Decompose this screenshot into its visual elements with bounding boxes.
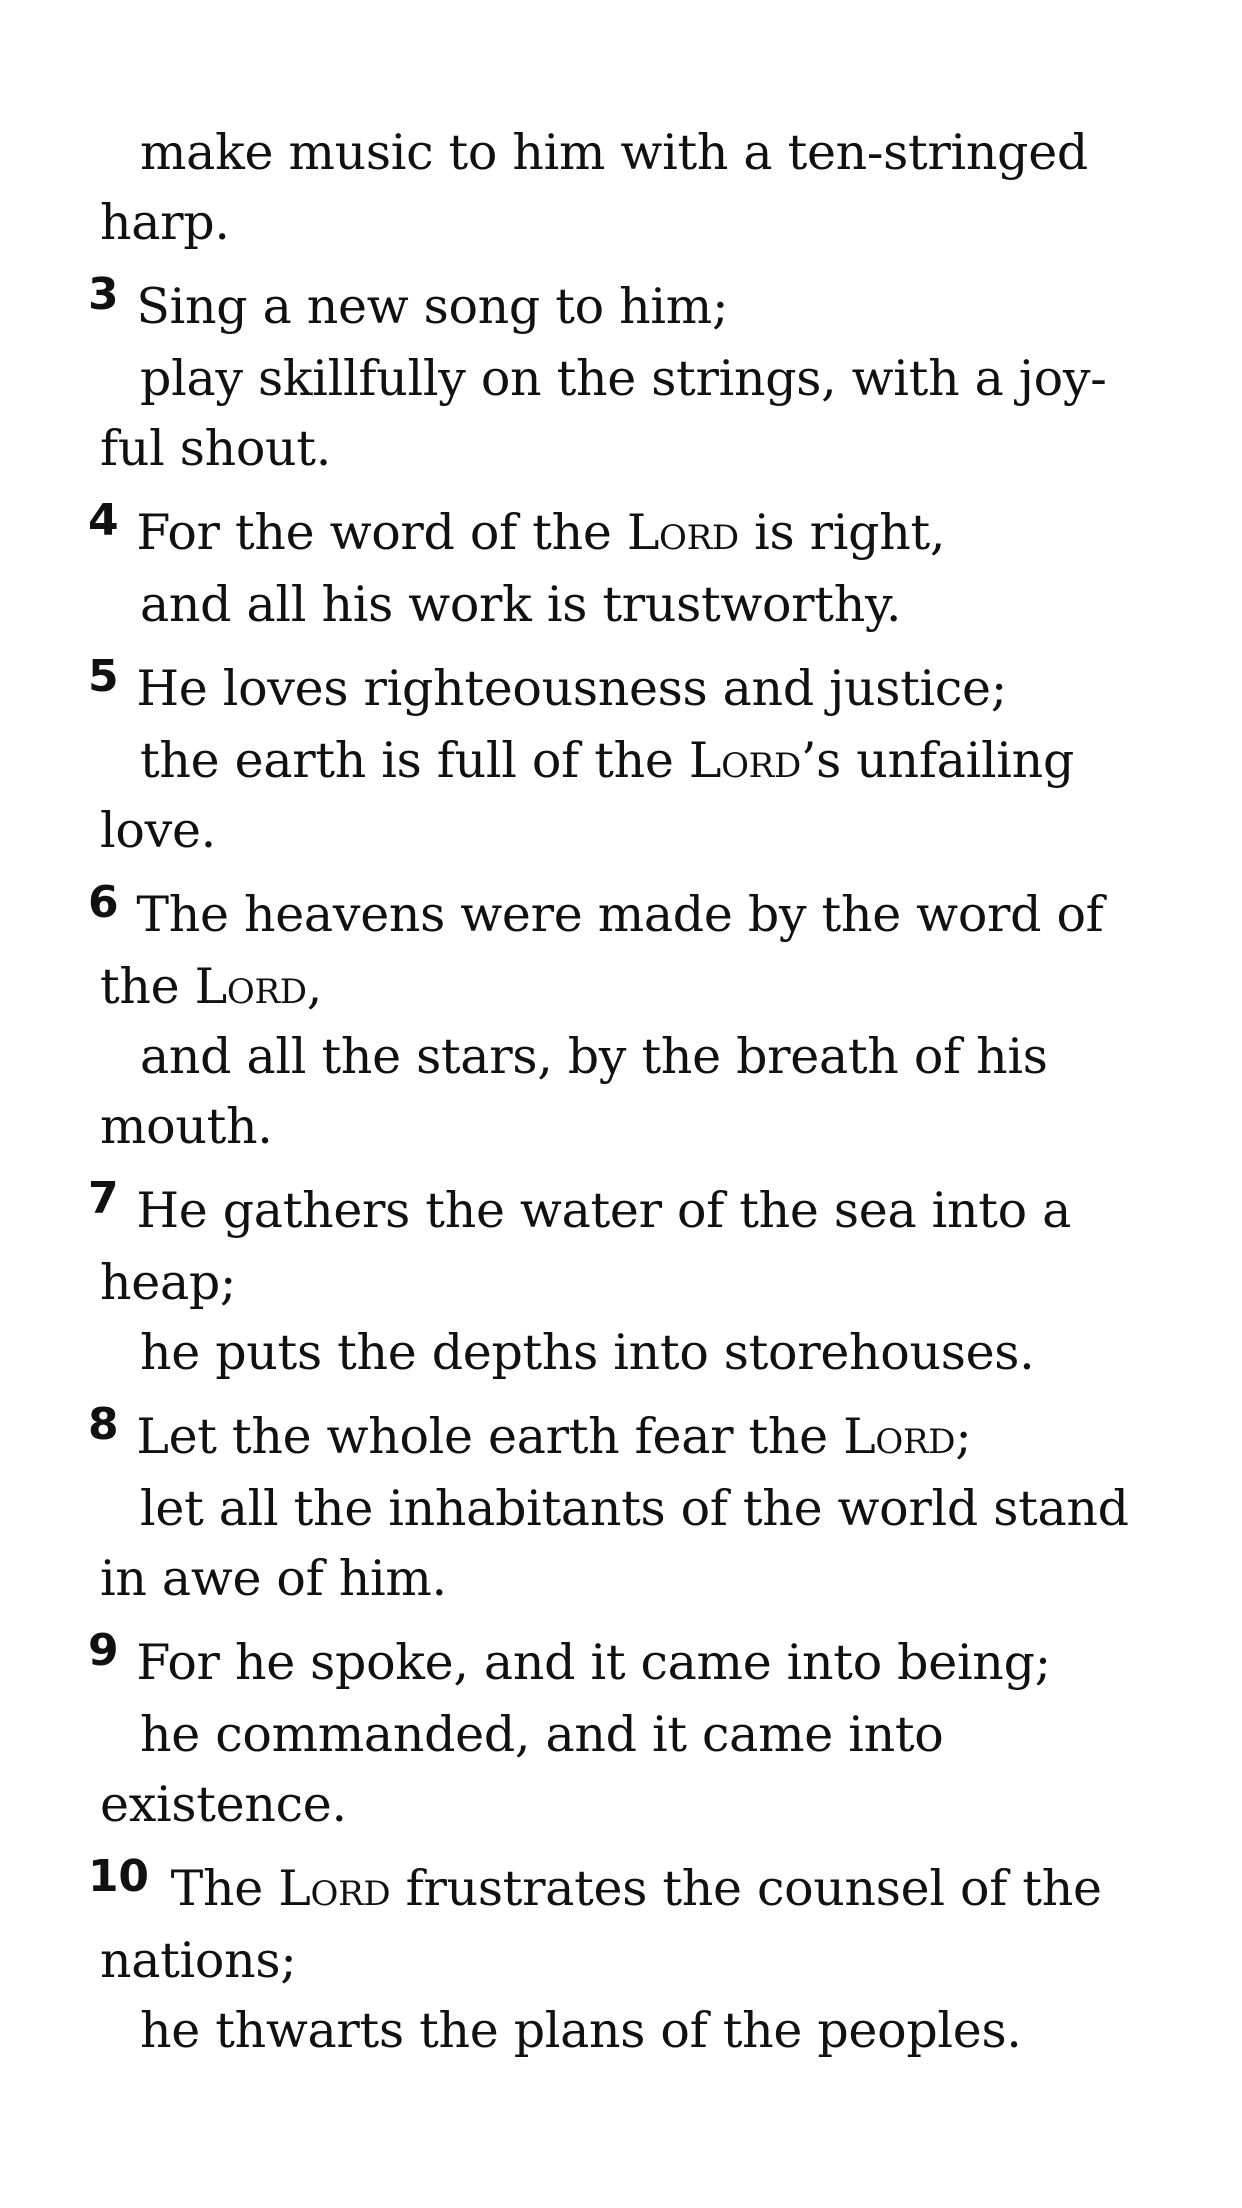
- verse-line: [88, 877, 1180, 952]
- verse-line: [88, 651, 1180, 726]
- verse-3: [88, 269, 1180, 484]
- verse-8: [88, 1399, 1180, 1614]
- verse-continuation: [100, 118, 1180, 258]
- verse-number: 6: [88, 877, 119, 928]
- verse-line: [88, 1399, 1180, 1474]
- verse-line: existence.: [100, 1776, 347, 1833]
- verse-text: The heavens were made by the word of: [136, 886, 1104, 943]
- verse-4: [88, 495, 1180, 640]
- verse-line: [88, 1625, 1180, 1700]
- verse-text: is right,: [738, 504, 946, 561]
- verse-line: he commanded, and it came into: [140, 1706, 944, 1763]
- verse-line: in awe of him.: [100, 1550, 447, 1607]
- verse-number: 3: [88, 269, 119, 320]
- scripture-text: [88, 118, 1180, 2066]
- verse-text: He gathers the water of the sea into a: [136, 1182, 1072, 1239]
- verse-number: 10: [88, 1851, 149, 1902]
- divine-name: Lord: [843, 1408, 956, 1465]
- verse-line: [100, 726, 1180, 796]
- verse-line: [88, 1173, 1180, 1248]
- verse-line: play skillfully on the strings, with a joy-: [140, 350, 1107, 407]
- verse-text: For the word of the: [136, 504, 627, 561]
- verse-line: mouth.: [100, 1098, 273, 1155]
- divine-name: Lord: [278, 1860, 391, 1917]
- verse-text: He loves righteousness and justice;: [136, 660, 1007, 717]
- divine-name: Lord: [626, 504, 739, 561]
- verse-text: ,: [306, 958, 322, 1015]
- verse-line: [88, 495, 1180, 570]
- divine-name: Lord: [688, 732, 801, 789]
- verse-line: heap;: [100, 1254, 237, 1311]
- verse-text: ’s unfailing: [800, 732, 1075, 789]
- verse-line: [88, 1851, 1180, 1926]
- verse-line: nations;: [100, 1932, 297, 1989]
- verse-line: he puts the depths into storehouses.: [140, 1324, 1035, 1381]
- verse-text: For he spoke, and it came into being;: [136, 1634, 1051, 1691]
- verse-line: make music to him with a ten-stringed: [140, 124, 1088, 181]
- verse-number: 4: [88, 495, 119, 546]
- verse-6: [88, 877, 1180, 1162]
- verse-10: [88, 1851, 1180, 2066]
- verse-line: ful shout.: [100, 420, 331, 477]
- verse-line: love.: [100, 802, 216, 859]
- verse-text: frustrates the counsel of the: [390, 1860, 1102, 1917]
- verse-line: he thwarts the plans of the peoples.: [140, 2002, 1022, 2059]
- verse-line: let all the inhabitants of the world stand: [140, 1480, 1129, 1537]
- verse-text: the earth is full of the: [140, 732, 689, 789]
- verse-number: 8: [88, 1399, 119, 1450]
- verse-text: Sing a new song to him;: [136, 278, 729, 335]
- verse-line: and all his work is trustworthy.: [140, 576, 902, 633]
- verse-line: [100, 952, 1180, 1022]
- verse-5: [88, 651, 1180, 866]
- verse-7: [88, 1173, 1180, 1388]
- verse-text: Let the whole earth fear the: [136, 1408, 844, 1465]
- divine-name: Lord: [194, 958, 307, 1015]
- verse-text: ;: [955, 1408, 972, 1465]
- verse-line: harp.: [100, 194, 230, 251]
- verse-number: 7: [88, 1173, 119, 1224]
- verse-text: the: [100, 958, 195, 1015]
- verse-number: 9: [88, 1625, 119, 1676]
- verse-9: [88, 1625, 1180, 1840]
- verse-number: 5: [88, 651, 119, 702]
- verse-line: [88, 269, 1180, 344]
- verse-text: The: [170, 1860, 279, 1917]
- verse-line: and all the stars, by the breath of his: [140, 1028, 1048, 1085]
